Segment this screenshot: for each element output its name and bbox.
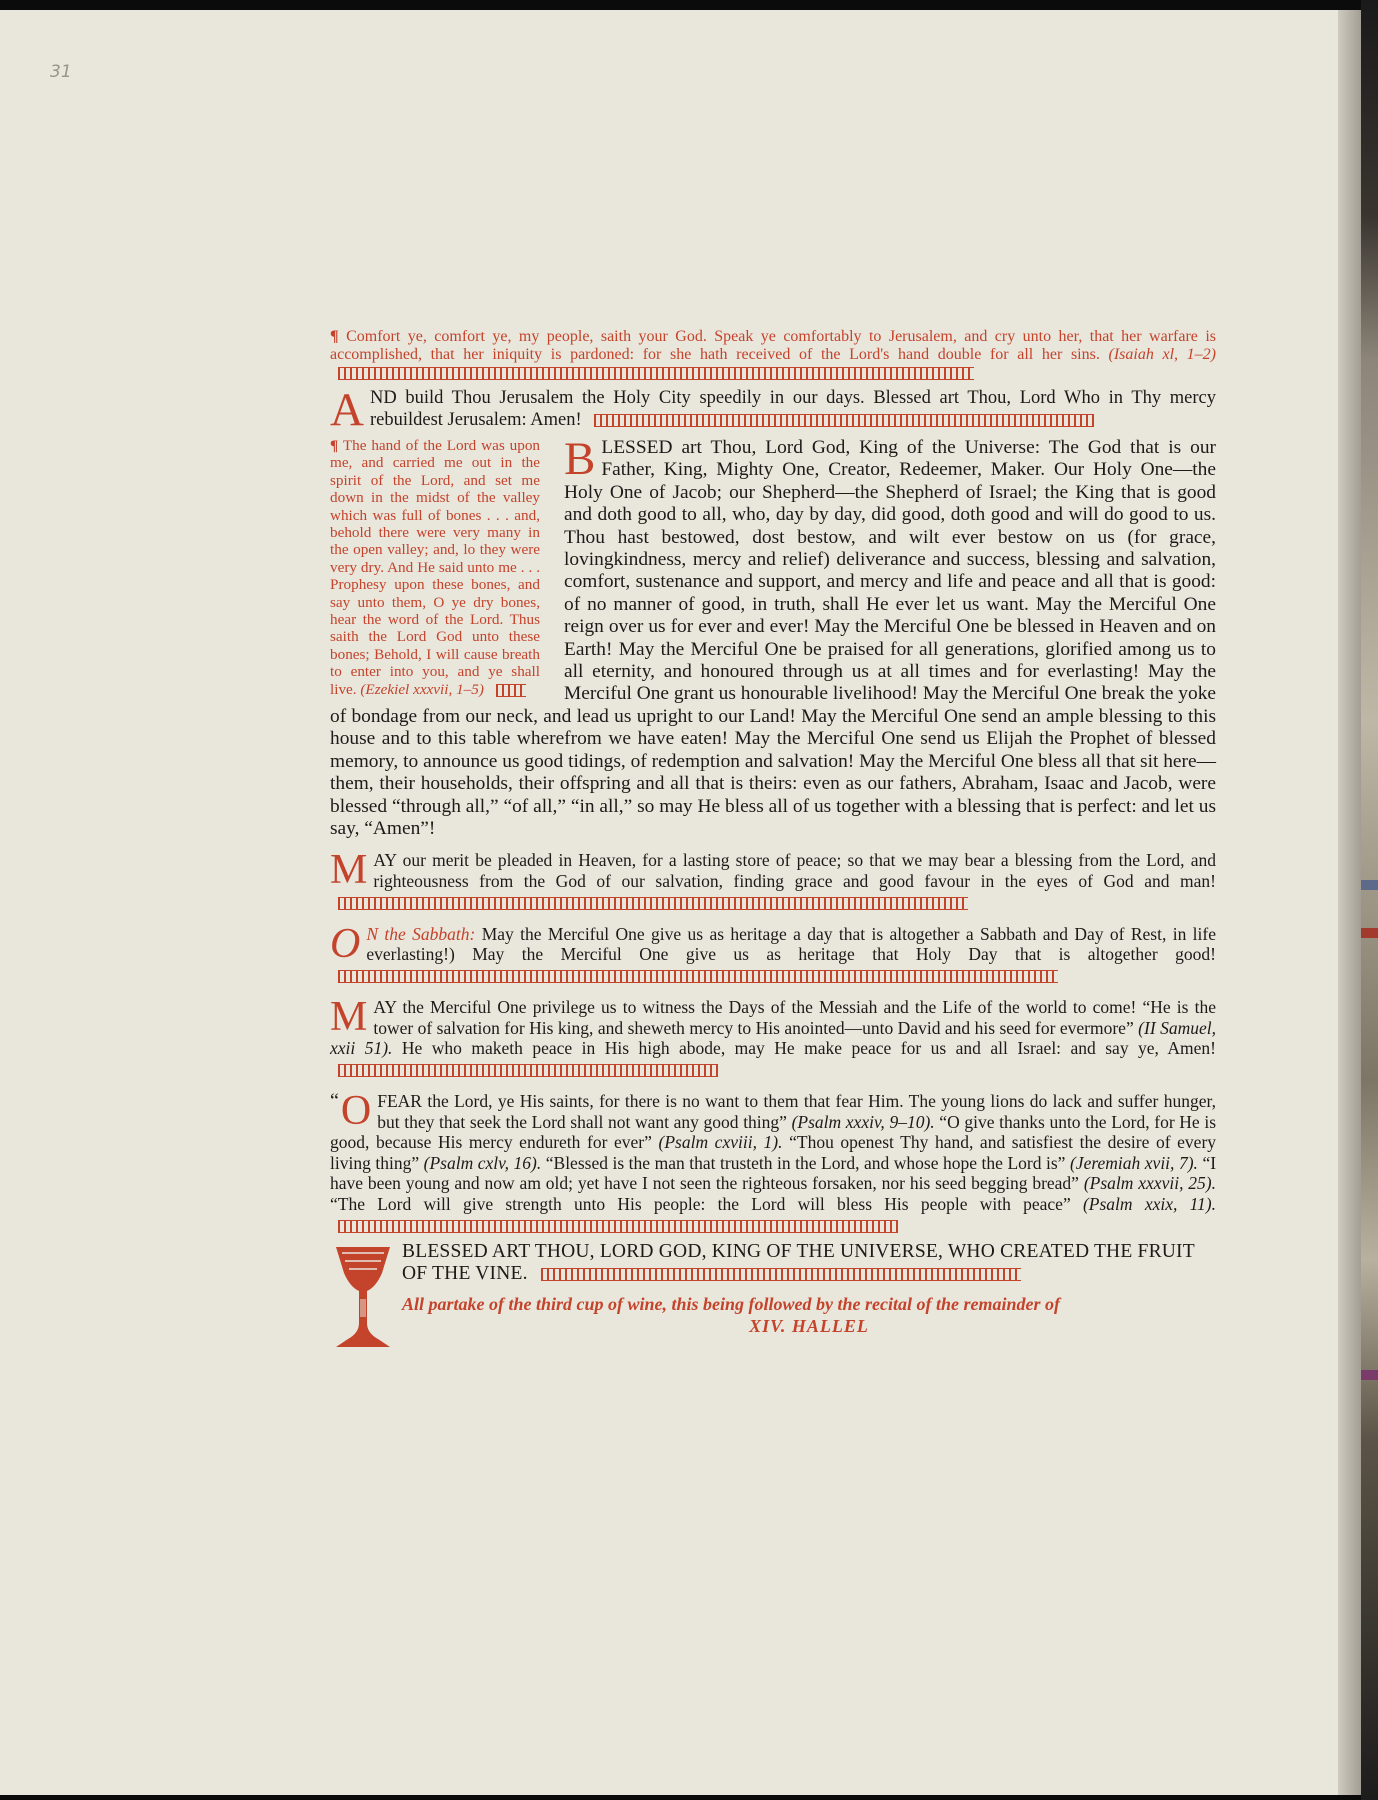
ornament-border-icon <box>338 1220 898 1233</box>
sabbath-label: N the Sabbath: <box>366 923 476 944</box>
fear-text-4: “Blessed is the man that trusteth in the Lord, and whose hope the Lord is” <box>545 1152 1066 1173</box>
messiah-paragraph <box>330 994 1217 1079</box>
wine-blessing-text <box>402 1241 1216 1285</box>
pilcrow-icon: ¶ <box>330 437 339 454</box>
page-edge <box>1338 10 1362 1795</box>
open-quote: “ <box>330 1090 339 1113</box>
fear-citation-4: (Jeremiah xvii, 7). <box>1069 1152 1198 1173</box>
color-band-blue <box>1361 880 1378 890</box>
fear-text-1: FEAR the Lord, ye His saints, for there is no want to them that fear Him. The young lions do lack and suffer hunger, but they that seek the Lord shall not want any good thing” <box>377 1091 1216 1132</box>
drop-cap: M <box>330 847 368 894</box>
sabbath-text: May the Merciful One give us as heritage a day that is altogether a Sabbath and Day of Rest, in life everlasting!) May the Merciful One give us as heritage that Holy Day that is altogether good! <box>366 923 1217 965</box>
drop-cap: O <box>330 920 361 967</box>
isaiah-text: Comfort ye, comfort ye, my people, saith your God. Speak ye comfortably to Jerusalem, and cry unto her, that her warfare is accomplished, that her iniquity is pardoned: for she hath received of the Lord's hand double for all her sins. <box>330 328 1216 363</box>
wine-blessing <box>330 1241 1216 1351</box>
jerusalem-text: ND build Thou Jerusalem the Holy City speedily in our days. Blessed art Thou, Lord Who in Thy mercy rebuildest Jerusalem: Amen! <box>369 388 1216 430</box>
ornament-border-icon <box>496 684 526 697</box>
ornament-border-icon <box>338 970 1058 983</box>
ornament-border-icon <box>338 897 968 910</box>
drop-cap: A <box>330 384 364 436</box>
merit-paragraph <box>330 847 1216 912</box>
page-content <box>330 328 1216 1351</box>
messiah-text-1: AY the Merciful One privilege us to witness the Days of the Messiah and the Life of the world to come! “He is the tower of salvation for His king, and sheweth mercy to His anointed—unto David and his seed for evermore” <box>373 997 1216 1038</box>
ezekiel-citation: (Ezekiel xxxvii, 1–5) <box>360 680 484 698</box>
fear-citation-1: (Psalm xxxiv, 9–10). <box>791 1111 935 1132</box>
drop-cap: O <box>340 1088 372 1135</box>
ezekiel-text: The hand of the Lord was upon me, and carried me out in the spirit of the Lord, and set me down in the midst of the valley which was full of bones . . . and, behold there were very many in the open valley; and, lo they were very dry. And He said unto me . . . Prophesy upon these bones, and say unto them, O ye dry bones, hear the word of the Lord. Thus saith the Lord God unto these bones; Behold, I will cause breath to enter into you, and ye shall live. <box>330 437 541 698</box>
wine-text: BLESSED ART THOU, LORD GOD, KING OF THE UNIVERSE, WHO CREATED THE FRUIT OF THE VINE. <box>402 1240 1195 1284</box>
hallel-heading: XIV. HALLEL <box>749 1315 869 1336</box>
isaiah-verse <box>330 328 1216 382</box>
fear-citation-5: (Psalm xxxvii, 25). <box>1083 1173 1217 1194</box>
merit-text: AY our merit be pleaded in Heaven, for a lasting store of peace; so that we may bear a blessing from the Lord, and righteousness from the God of our salvation, finding grace and good favour in the eyes of God and man! <box>373 850 1216 891</box>
fear-citation-6: (Psalm xxix, 11). <box>1082 1193 1217 1214</box>
ornament-border-icon <box>338 1064 718 1077</box>
ornament-border-icon <box>541 1268 1021 1281</box>
drop-cap: M <box>330 994 368 1041</box>
fear-paragraph <box>330 1088 1217 1235</box>
wine-cup-icon <box>330 1243 396 1351</box>
fear-text-3: “Thou openest Thy hand, and satisfiest the desire of every living thing” <box>330 1132 1217 1173</box>
messiah-text-2: He who maketh peace in His high abode, may He make peace for us and all Israel: and say ye, Amen! <box>401 1038 1217 1059</box>
ornament-border-icon <box>594 414 1094 427</box>
wine-instruction: All partake of the third cup of wine, this being followed by the recital of the remainder of <box>402 1293 1060 1314</box>
color-band-red <box>1361 928 1378 938</box>
ornament-border-icon <box>338 367 974 380</box>
pilcrow-icon: ¶ <box>330 328 339 345</box>
fear-text-2: “O give thanks unto the Lord, for He is good, because His mercy endureth for ever” <box>330 1111 1217 1153</box>
fear-text-5: “I have been young and now am old; yet have I not seen the righteous forsaken, nor his seed begging bread” <box>330 1152 1217 1194</box>
jerusalem-paragraph <box>330 384 1216 436</box>
drop-cap: B <box>564 433 596 485</box>
messiah-citation: (II Samuel, xxii 51). <box>330 1017 1216 1059</box>
page-number: 31 <box>50 62 72 82</box>
blessed-text: LESSED art Thou, Lord God, King of the Universe: The God that is our Father, King, Mighty One, Creator, Redeemer, Maker. Our Holy One—the Holy One of Jacob; our Shepherd—the Shepherd of Israel; the King that is good and doth good to all, who, day by day, did good, doth good and will do good to us. Thou hast bestowed, dost bestow, and wilt ever bestow on us (for grace, lovingkindness, mercy and relief) deliverance and success, blessing and salvation, comfort, sustenance and support, and mercy and life and peace and all that is good: of no manner of good, in truth, shall He ever let us want. May the Merciful One reign over us for ever and ever! May the Merciful One be blessed in Heaven and on Earth! May the Merciful One be praised for all generations, glorified among us to all eternity, and honoured through us at all times and for everlasting! May the Merciful One grant us honourable livelihood! May the Merciful One break the yoke of bondage from our neck, and lead us upright to our Land! May the Merciful One send an ample blessing to this house and to this table wherefrom we have eaten! May the Merciful One send us Elijah the Prophet of blessed memory, to announce us good tidings, of redemption and salvation! May the Merciful One bless all that sit here—them, their households, their offspring and all that is theirs: even as our fathers, Abraham, Isaac and Jacob, were blessed “through all,” “of all,” “in all,” so may He bless all of us together with a blessing that is perfect: and let us say, “Amen”! <box>330 437 1216 839</box>
book-page <box>0 10 1362 1795</box>
color-band-purple <box>1361 1370 1378 1380</box>
fear-citation-2: (Psalm cxviii, 1). <box>658 1132 783 1153</box>
fear-text-6: “The Lord will give strength unto His people: the Lord will bless His people with peace” <box>330 1193 1071 1214</box>
fear-citation-3: (Psalm cxlv, 16). <box>423 1152 542 1173</box>
isaiah-citation: (Isaiah xl, 1–2) <box>1108 346 1217 363</box>
adjacent-book-edge <box>1361 0 1378 1800</box>
ezekiel-sidenote <box>330 437 540 698</box>
sabbath-paragraph <box>330 920 1217 986</box>
